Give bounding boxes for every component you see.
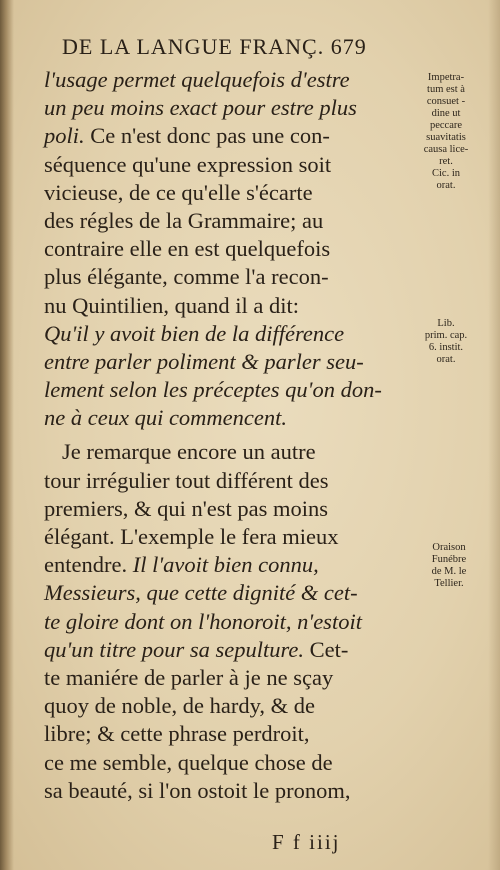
- text-line: sa beauté, si l'on ostoit le pronom,: [44, 777, 351, 803]
- text-line: vicieuse, de ce qu'elle s'écarte: [44, 179, 313, 205]
- margin-note-line: causa lice-: [423, 144, 469, 155]
- signature-mark: F f iiij: [272, 830, 341, 854]
- text-line: plus élégante, comme l'a recon-: [44, 264, 329, 290]
- binding-gutter-shadow: [0, 0, 14, 870]
- margin-note-line: consuet -: [426, 96, 466, 107]
- margin-note-line: Oraison: [432, 542, 466, 553]
- text-line: des régles de la Grammaire; au: [44, 207, 324, 233]
- text-line: [44, 122, 412, 150]
- text-line-paragraph-start: Je remarque encore un autre: [62, 439, 316, 465]
- margin-note-line: Tellier.: [434, 578, 464, 589]
- margin-note-line: Impetra-: [427, 72, 465, 83]
- margin-note-line: dine ut: [431, 108, 461, 119]
- text-line: nu Quintilien, quand il a dit:: [44, 292, 299, 318]
- text-line: un peu moins exact pour estre plus: [44, 95, 357, 121]
- body-text: [44, 66, 412, 805]
- running-header: DE LA LANGUE FRANÇ. 679: [62, 34, 367, 59]
- margin-note-oraison: [412, 542, 486, 590]
- margin-note-quintilian: [412, 318, 480, 366]
- italic-run: poli.: [44, 123, 85, 149]
- text-line: [44, 636, 412, 664]
- text-line: quoy de noble, de hardy, & de: [44, 693, 315, 719]
- roman-run: entendre.: [44, 552, 133, 578]
- page-edge-shadow: [488, 0, 500, 870]
- roman-run: Ce n'est donc pas une con-: [84, 123, 330, 149]
- margin-note-line: de M. le: [431, 566, 467, 577]
- margin-note-line: tum est à: [427, 84, 465, 95]
- margin-note-line: orat.: [436, 354, 456, 365]
- margin-note-line: suavitatis: [426, 132, 466, 143]
- text-line: entre parler poliment & parler seu-: [44, 348, 364, 374]
- text-line: l'usage permet quelquefois d'estre: [44, 67, 350, 92]
- margin-note-line: Funébre: [431, 554, 467, 565]
- roman-run: Cet-: [304, 636, 349, 662]
- margin-note-line: Lib.: [437, 318, 455, 329]
- margin-note-line: peccare: [429, 120, 463, 131]
- margin-note-line: orat.: [436, 180, 456, 191]
- text-line: Messieurs, que cette dignité & cet-: [44, 580, 358, 606]
- margin-note-line: Cic. in: [432, 168, 460, 179]
- text-line: ce me semble, quelque chose de: [44, 749, 333, 775]
- text-line: te maniére de parler à je ne sçay: [44, 664, 334, 690]
- margin-note-line: 6. instit.: [428, 342, 464, 353]
- margin-note-line: ret.: [439, 156, 453, 167]
- text-line: élégant. L'exemple le fera mieux: [44, 524, 339, 549]
- text-line: te gloire dont on l'honoroit, n'estoit: [44, 608, 362, 634]
- margin-note-cicero: [412, 72, 480, 192]
- text-line: contraire elle en est quelquefois: [44, 236, 331, 262]
- italic-run: Il l'avoit bien connu,: [132, 552, 319, 578]
- text-line: libre; & cette phrase perdroit,: [44, 721, 310, 747]
- italic-run: qu'un titre pour sa sepulture.: [44, 636, 305, 662]
- text-line: ne à ceux qui commencent.: [44, 405, 288, 431]
- text-line: [44, 551, 412, 579]
- text-line: tour irrégulier tout différent des: [44, 467, 329, 493]
- text-line: Qu'il y avoit bien de la différence: [44, 320, 345, 346]
- text-line: séquence qu'une expression soit: [44, 151, 332, 177]
- margin-note-line: prim. cap.: [424, 330, 468, 341]
- text-line: premiers, & qui n'est pas moins: [44, 495, 329, 521]
- text-line: lement selon les préceptes qu'on don-: [44, 377, 382, 403]
